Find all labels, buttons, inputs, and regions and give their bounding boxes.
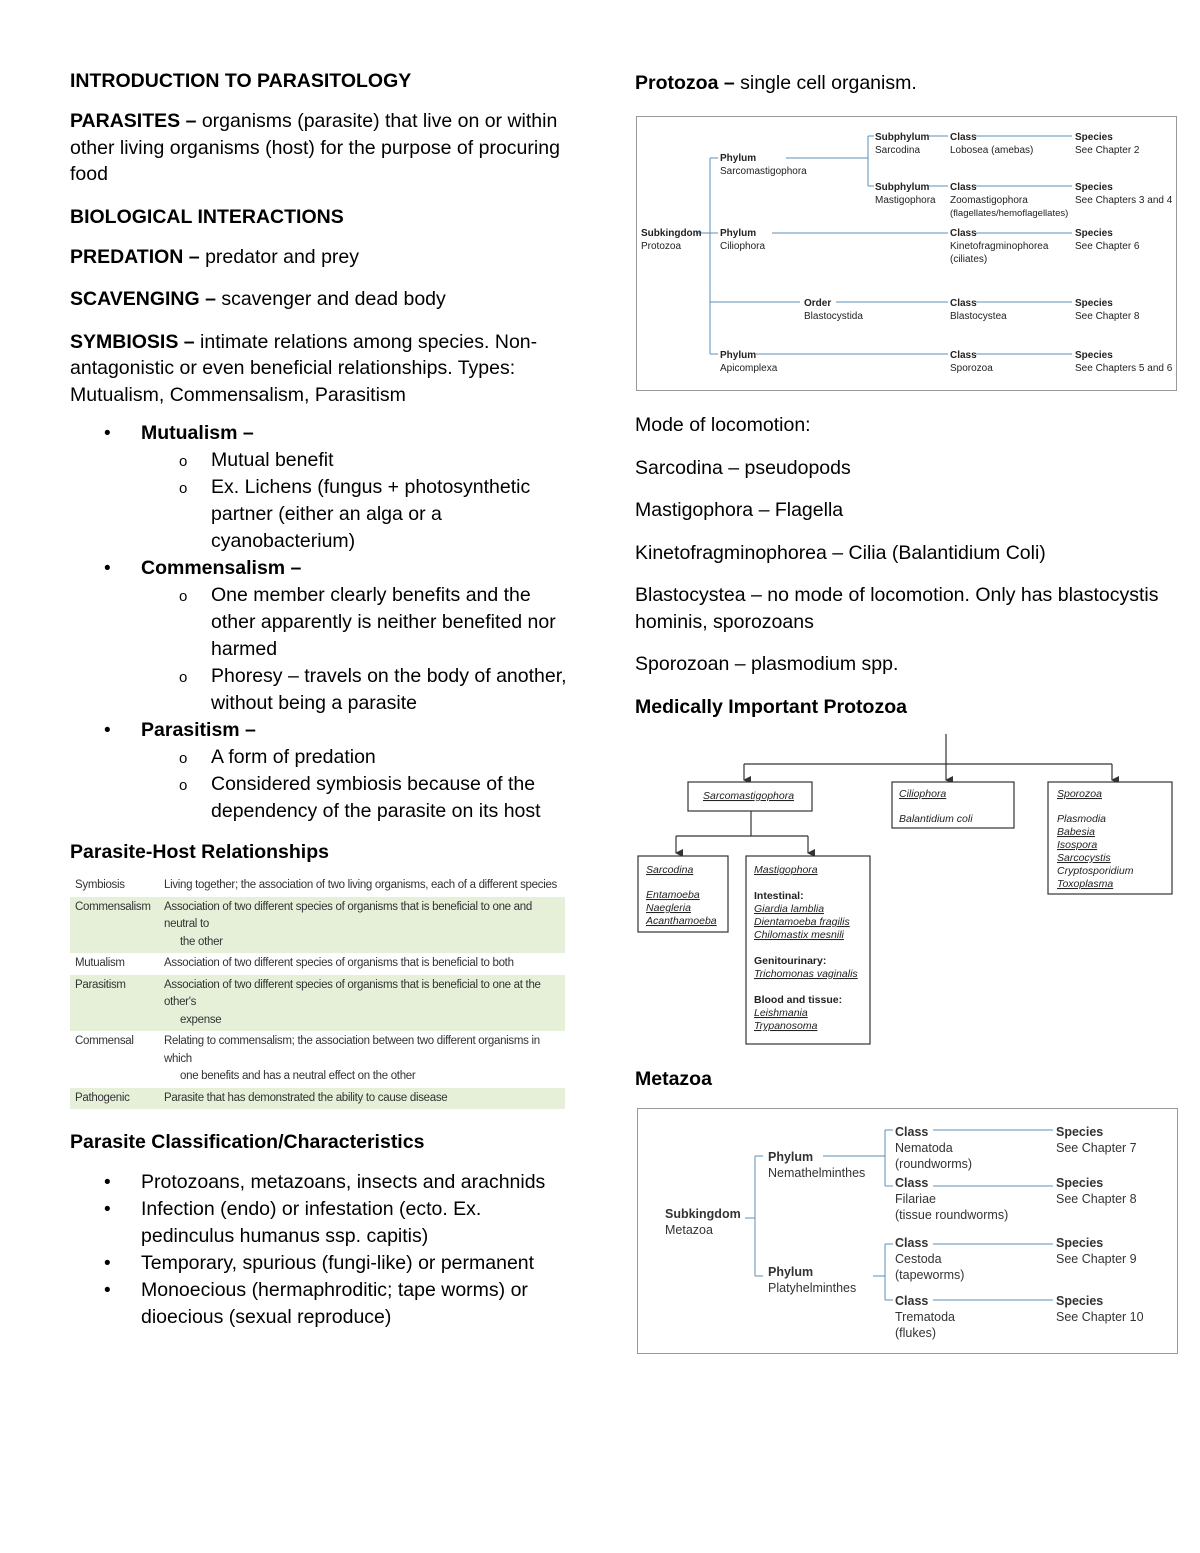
species-ref: See Chapters 3 and 4: [1075, 195, 1173, 206]
class-note: (roundworms): [895, 1157, 973, 1171]
protozoa-def: single cell organism.: [734, 72, 917, 94]
species-label: Species: [1056, 1176, 1104, 1190]
species-ref: See Chapter 8: [1075, 311, 1140, 322]
phylum-name: Nemathelminthes: [768, 1166, 866, 1180]
class-label: Class: [895, 1176, 929, 1190]
species-label: Species: [1056, 1236, 1104, 1250]
sarcodina-item: Acanthamoeba: [646, 915, 717, 927]
balantidium-label: Balantidium coli: [899, 813, 973, 825]
intestinal-label: Intestinal:: [754, 890, 804, 902]
class-name: Zoomastigophora: [950, 195, 1028, 206]
metazoa-classification-figure: [637, 1108, 1178, 1359]
mastigophora-label: Mastigophora: [754, 864, 818, 876]
symbiosis-def: intimate relations among species. Non-antagonistic or even beneficial relationships. Types: Mutualism, Commensalism, Parasitism: [70, 330, 538, 406]
predation-def: predator and prey: [199, 245, 360, 268]
protozoa-definition: [635, 70, 1180, 97]
symbiosis-definition: [70, 329, 570, 409]
class-label: Class: [950, 132, 977, 143]
class-note: (ciliates): [950, 254, 988, 265]
parasites-term: PARASITES –: [70, 110, 197, 132]
classification-list: [70, 1169, 570, 1331]
locomotion-section: [635, 412, 1180, 734]
predation-term: PREDATION –: [70, 245, 200, 268]
class-name: Blastocystea: [950, 311, 1007, 322]
classification-heading: Parasite Classification/Characteristics: [70, 1131, 425, 1153]
intestinal-item: Dientamoeba fragilis: [754, 916, 850, 928]
order-label: Order: [804, 298, 832, 309]
class-name: Trematoda: [895, 1310, 955, 1324]
sporozoa-item: Babesia: [1057, 826, 1095, 838]
list-item-mutualism: • Mutualism – o Mutual benefit o Ex. Lichens (fungus + photosynthetic partner (either an alga or a cyanobacterium): [70, 420, 570, 555]
class-label: Class: [895, 1294, 929, 1308]
subphylum-label: Subphylum: [875, 182, 930, 193]
list-item: • Temporary, spurious (fungi-like) or permanent: [70, 1250, 570, 1277]
class-name: Lobosea (amebas): [950, 145, 1034, 156]
species-ref: See Chapter 2: [1075, 145, 1140, 156]
phylum-label: Phylum: [768, 1265, 814, 1279]
subphylum-name: Mastigophora: [875, 195, 936, 206]
species-ref: See Chapter 6: [1075, 241, 1140, 252]
list-item: o Phoresy – travels on the body of another, without being a parasite: [141, 663, 570, 717]
symbiosis-types-list: [70, 420, 570, 825]
metazoa-heading: Metazoa: [635, 1068, 712, 1090]
list-item: • Protozoans, metazoans, insects and arachnids: [70, 1169, 570, 1196]
sporozoa-item: Isospora: [1057, 839, 1098, 851]
sporozoa-item: Cryptosporidium: [1057, 865, 1134, 877]
parasites-def: organisms (parasite) that live on or within other living organisms (host) for the purpose of procuring food: [70, 110, 560, 185]
scavenging-def: scavenger and dead body: [215, 288, 446, 310]
sporozoa-item: Toxoplasma: [1057, 878, 1114, 890]
species-ref: See Chapter 8: [1056, 1192, 1137, 1206]
document-title: INTRODUCTION TO PARASITOLOGY: [70, 70, 412, 92]
scavenging-definition: [70, 286, 570, 313]
phylum-label: Phylum: [720, 228, 757, 239]
class-name: Filariae: [895, 1192, 936, 1206]
blood-tissue-item: Leishmania: [754, 1007, 808, 1019]
class-name: Nematoda: [895, 1141, 953, 1155]
biological-interactions-heading: BIOLOGICAL INTERACTIONS: [70, 205, 344, 228]
order-name: Blastocystida: [804, 311, 863, 322]
genitourinary-label: Genitourinary:: [754, 955, 827, 967]
class-note: (tissue roundworms): [895, 1208, 1009, 1222]
table-row: Commensalism Association of two different species of organisms that is beneficial to one and neutral to the other: [70, 897, 565, 954]
medical-protozoa-svg: [636, 732, 1176, 1048]
protozoa-classification-figure: [636, 116, 1177, 396]
class-label: Class: [950, 350, 977, 361]
phylum-label: Phylum: [720, 153, 757, 164]
phylum-label: Phylum: [768, 1150, 814, 1164]
list-item-parasitism: • Parasitism – o A form of predation o Considered symbiosis because of the dependency of the parasite on its host: [70, 717, 570, 825]
species-label: Species: [1075, 298, 1113, 309]
table-row: Pathogenic Parasite that has demonstrated the ability to cause disease: [70, 1088, 565, 1110]
species-ref: See Chapters 5 and 6: [1075, 363, 1173, 374]
list-item-commensalism: • Commensalism – o One member clearly benefits and the other apparently is neither benefited nor harmed o Phoresy – travels on the body of another, without being a parasite: [70, 555, 570, 717]
phylum-name: Platyhelminthes: [768, 1281, 857, 1295]
relationships-table: [70, 875, 565, 1109]
locomotion-item: Sarcodina – pseudopods: [635, 456, 851, 479]
list-item: o Ex. Lichens (fungus + photosynthetic partner (either an alga or a cyanobacterium): [141, 474, 570, 555]
list-item: o A form of predation: [141, 744, 570, 771]
locomotion-item: Blastocystea – no mode of locomotion. Only has blastocystis hominis, sporozoans: [635, 584, 1159, 633]
sarcodina-label: Sarcodina: [646, 864, 694, 876]
table-row: Parasitism Association of two different species of organisms that is beneficial to one at the other's expense: [70, 975, 565, 1032]
species-label: Species: [1075, 350, 1113, 361]
ciliophora-label: Ciliophora: [899, 788, 947, 800]
locomotion-item: Mastigophora – Flagella: [635, 499, 844, 521]
phylum-name: Apicomplexa: [720, 363, 778, 374]
class-note: (flagellates/hemoflagellates): [950, 208, 1069, 219]
symbiosis-term: SYMBIOSIS –: [70, 330, 195, 353]
scavenging-term: SCAVENGING –: [70, 288, 216, 310]
predation-definition: [70, 244, 570, 271]
list-item: o One member clearly benefits and the other apparently is neither benefited nor harmed: [141, 582, 570, 663]
locomotion-item: Kinetofragminophorea – Cilia (Balantidium Coli): [635, 541, 1046, 564]
sarcodina-item: Naegleria: [646, 902, 691, 914]
class-name: Kinetofragminophorea: [950, 241, 1049, 252]
left-column: [70, 68, 570, 1331]
list-item: • Infection (endo) or infestation (ecto. Ex. pedinculus humanus ssp. capitis): [70, 1196, 570, 1250]
class-name: Sporozoa: [950, 363, 993, 374]
list-item: • Monoecious (hermaphroditic; tape worms) or dioecious (sexual reproduce): [70, 1277, 570, 1331]
sporozoa-item: Sarcocystis: [1057, 852, 1111, 864]
species-label: Species: [1075, 228, 1113, 239]
phylum-name: Sarcomastigophora: [720, 166, 807, 177]
protozoa-classification-svg: [636, 116, 1177, 391]
locomotion-heading: Mode of locomotion:: [635, 414, 811, 436]
class-label: Class: [895, 1236, 929, 1250]
medically-important-protozoa-figure: [636, 732, 1176, 1053]
subkingdom-name: Metazoa: [665, 1223, 713, 1237]
subkingdom-label: Subkingdom: [641, 228, 702, 239]
species-ref: See Chapter 7: [1056, 1141, 1137, 1155]
intestinal-item: Giardia lamblia: [754, 903, 825, 915]
table-row: Commensal Relating to commensalism; the association between two different organisms in which one benefits and has a neutral effect on the other: [75, 1035, 540, 1082]
blood-tissue-item: Trypanosoma: [754, 1020, 818, 1032]
species-ref: See Chapter 9: [1056, 1252, 1137, 1266]
parasite-host-heading: Parasite-Host Relationships: [70, 841, 329, 863]
phylum-name: Ciliophora: [720, 241, 766, 252]
genitourinary-item: Trichomonas vaginalis: [754, 968, 858, 980]
protozoa-term: Protozoa –: [635, 72, 735, 94]
species-label: Species: [1056, 1125, 1104, 1139]
class-note: (tapeworms): [895, 1268, 965, 1282]
species-label: Species: [1075, 182, 1113, 193]
list-item: o Considered symbiosis because of the dependency of the parasite on its host: [141, 771, 570, 825]
parasites-definition: [70, 108, 570, 188]
subkingdom-name: Protozoa: [641, 241, 682, 252]
class-note: (flukes): [895, 1326, 936, 1340]
table-row: Symbiosis Living together; the association of two living organisms, each of a different species: [75, 879, 557, 891]
class-label: Class: [950, 228, 977, 239]
class-name: Cestoda: [895, 1252, 942, 1266]
species-label: Species: [1075, 132, 1113, 143]
medically-important-heading: Medically Important Protozoa: [635, 695, 907, 718]
subphylum-name: Sarcodina: [875, 145, 921, 156]
list-item: o Mutual benefit: [141, 447, 570, 474]
subkingdom-label: Subkingdom: [665, 1207, 741, 1221]
sarcodina-item: Entamoeba: [646, 889, 700, 901]
species-label: Species: [1056, 1294, 1104, 1308]
sporozoa-item: Plasmodia: [1057, 813, 1107, 825]
metazoa-classification-svg: [637, 1108, 1178, 1354]
subphylum-label: Subphylum: [875, 132, 930, 143]
table-row: Mutualism Association of two different species of organisms that is beneficial to both: [75, 957, 514, 969]
intestinal-item: Chilomastix mesnili: [754, 929, 844, 941]
class-label: Class: [895, 1125, 929, 1139]
blood-tissue-label: Blood and tissue:: [754, 994, 843, 1006]
species-ref: See Chapter 10: [1056, 1310, 1144, 1324]
phylum-label: Phylum: [720, 350, 757, 361]
locomotion-item: Sporozoan – plasmodium spp.: [635, 653, 899, 675]
sarcomastigophora-label: Sarcomastigophora: [703, 790, 795, 802]
class-label: Class: [950, 182, 977, 193]
sporozoa-label: Sporozoa: [1057, 788, 1102, 800]
class-label: Class: [950, 298, 977, 309]
